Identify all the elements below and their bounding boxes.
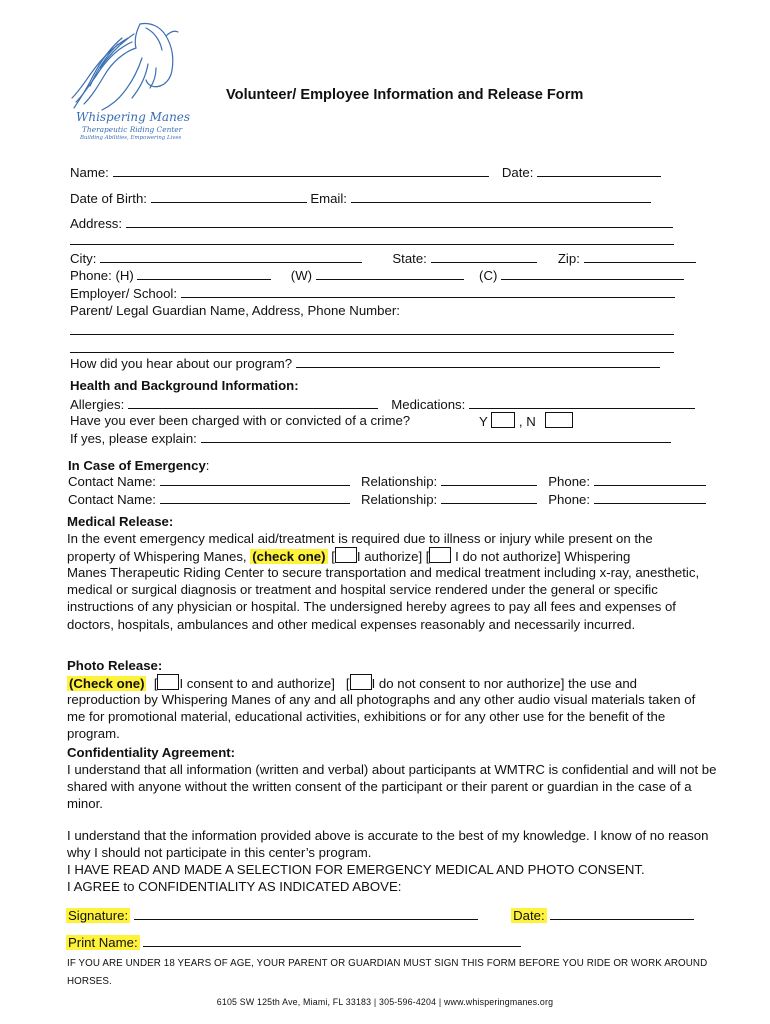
logo-subtitle: Therapeutic Riding Center <box>82 125 183 134</box>
acknowledge-confidentiality: I AGREE to CONFIDENTIALITY AS INDICATED ABOVE: <box>67 879 402 894</box>
form-title: Volunteer/ Employee Information and Release Form <box>226 87 584 103</box>
phone-cell-label: (C) <box>479 268 498 283</box>
hear-label: How did you hear about our program? <box>70 356 293 371</box>
acknowledge-medical-photo: I HAVE READ AND MADE A SELECTION FOR EMERGENCY MEDICAL AND PHOTO CONSENT. <box>67 862 645 877</box>
email-field[interactable] <box>351 189 651 203</box>
photo-check-one: (Check one) <box>69 676 145 691</box>
print-name-row <box>66 933 521 951</box>
horse-head-logo-icon <box>62 18 182 118</box>
allergies-field[interactable] <box>128 395 378 409</box>
photo-consent-checkbox[interactable] <box>157 674 179 690</box>
crime-question: Have you ever been charged with or convicted of a crime? <box>70 413 411 428</box>
employer-row <box>70 284 675 302</box>
no-label: , N <box>518 414 536 429</box>
relationship-field-1[interactable] <box>441 472 537 486</box>
emergency-contact-1 <box>68 472 706 490</box>
guardian-line-1[interactable] <box>70 321 674 335</box>
emergency-colon: : <box>205 458 210 473</box>
confidentiality-heading: Confidentiality Agreement: <box>67 745 236 760</box>
zip-label: Zip: <box>557 251 580 266</box>
employer-field[interactable] <box>181 284 675 298</box>
logo-name: Whispering Manes <box>76 110 191 124</box>
address-label: Address: <box>70 216 123 231</box>
guardian-label: Parent/ Legal Guardian Name, Address, Phone Number: <box>70 303 400 318</box>
medications-label: Medications: <box>391 397 466 412</box>
confidentiality-text: I understand that all information (written and verbal) about participants at WMTRC is confidential and will not be shared with anyone without the written consent of the participant or their parent or guardian in the case of a minor. <box>67 762 717 812</box>
address-line-2[interactable] <box>70 231 674 245</box>
phone-cell-field[interactable] <box>501 266 684 280</box>
medical-text: Manes Therapeutic Riding Center to secure transportation and medical treatment including x-ray, anesthetic, medical or surgical diagnosis or treatment and hospital service rendered under the general or specific instructions of any physician or hospital. The undersigned hereby agrees to pay all fees and expenses of doctors, hospitals, ambulances and other medical expenses reasonably and necessarily incurred. <box>67 565 700 632</box>
name-field[interactable] <box>113 163 489 177</box>
date-label: Date: <box>501 165 534 180</box>
crime-answers <box>479 412 573 430</box>
photo-text: reproduction by Whispering Manes of any and all photographs and any other audio visual materials taken of me for promotional material, educational activities, exhibitions or for any other use for the benefit of the program. <box>67 692 696 742</box>
phone-work-field[interactable] <box>316 266 464 280</box>
signature-date-label: Date: <box>513 908 545 923</box>
address-field[interactable] <box>126 214 673 228</box>
medical-line-2: property of Whispering Manes, (check one) [ I authorize] [ I do not authorize] Whispering <box>67 549 631 564</box>
medical-line-1: In the event emergency medical aid/treatment is required due to illness or injury while present on the <box>67 531 653 546</box>
dob-row <box>70 189 651 207</box>
date-field[interactable] <box>537 163 661 177</box>
logo <box>62 18 191 148</box>
health-heading: Health and Background Information: <box>70 378 299 393</box>
state-label: State: <box>392 251 427 266</box>
age-notice: IF YOU ARE UNDER 18 YEARS OF AGE, YOUR PARENT OR GUARDIAN MUST SIGN THIS FORM BEFORE YOU RIDE OR WORK AROUND HORSES. <box>67 958 708 987</box>
city-row <box>70 249 696 267</box>
employer-label: Employer/ School: <box>70 286 178 301</box>
contact-phone-label: Phone: <box>548 474 591 489</box>
photo-no-consent-label: I do not consent to nor authorize] the use and <box>371 676 637 691</box>
hear-field[interactable] <box>296 354 660 368</box>
contact-name-label: Contact Name: <box>68 492 156 507</box>
contact-name-field-2[interactable] <box>160 490 350 504</box>
photo-consent-label: I consent to and authorize] <box>179 676 335 691</box>
acknowledge-text: I understand that the information provided above is accurate to the best of my knowledge. I know of no reason why I should not participate in this center’s program. <box>67 828 709 861</box>
zip-field[interactable] <box>584 249 696 263</box>
name-row <box>70 163 661 181</box>
hear-row <box>70 354 660 372</box>
explain-row <box>70 429 671 447</box>
medical-authorize-checkbox[interactable] <box>335 547 357 563</box>
footer-contact: 6105 SW 125th Ave, Miami, FL 33183 | 305-596-4204 | www.whisperingmanes.org <box>216 997 554 1007</box>
medical-not-authorize-checkbox[interactable] <box>429 547 451 563</box>
signature-row <box>66 906 694 924</box>
address-row <box>70 214 673 232</box>
print-name-field[interactable] <box>143 933 521 947</box>
photo-no-consent-checkbox[interactable] <box>350 674 372 690</box>
contact-name-field-1[interactable] <box>160 472 350 486</box>
contact-phone-field-1[interactable] <box>594 472 706 486</box>
medical-authorize-label: I authorize] [ <box>356 549 430 564</box>
photo-options: (Check one) [ I consent to and authorize] [ I do not consent to nor authorize] the use and <box>69 676 637 691</box>
phone-home-field[interactable] <box>137 266 271 280</box>
emergency-contact-2 <box>68 490 706 508</box>
city-label: City: <box>70 251 97 266</box>
phone-home-label: Phone: (H) <box>70 268 134 283</box>
explain-field[interactable] <box>201 429 671 443</box>
city-field[interactable] <box>100 249 362 263</box>
guardian-line-2[interactable] <box>70 339 674 353</box>
state-field[interactable] <box>431 249 537 263</box>
allergies-row <box>70 395 695 413</box>
no-checkbox[interactable] <box>545 412 573 428</box>
signature-field[interactable] <box>134 906 478 920</box>
dob-label: Date of Birth: <box>70 191 147 206</box>
medical-check-one: (check one) <box>252 549 326 564</box>
yes-checkbox[interactable] <box>491 412 515 428</box>
signature-label: Signature: <box>68 908 129 923</box>
yes-label: Y <box>479 414 488 429</box>
medical-property-text: property of Whispering Manes, <box>67 549 247 564</box>
dob-field[interactable] <box>151 189 307 203</box>
contact-name-label: Contact Name: <box>68 474 156 489</box>
medical-not-authorize-label: I do not authorize] Whispering <box>455 549 631 564</box>
medical-heading: Medical Release: <box>67 514 174 529</box>
phone-row <box>70 266 684 284</box>
logo-tagline: Building Abilities, Empowering Lives <box>80 135 182 141</box>
relationship-label: Relationship: <box>360 474 438 489</box>
print-name-label: Print Name: <box>68 935 138 950</box>
photo-heading: Photo Release: <box>67 658 163 673</box>
signature-date-field[interactable] <box>550 906 694 920</box>
phone-work-label: (W) <box>290 268 313 283</box>
email-label: Email: <box>310 191 347 206</box>
medications-field[interactable] <box>469 395 695 409</box>
relationship-field-2[interactable] <box>441 490 537 504</box>
contact-phone-label: Phone: <box>548 492 591 507</box>
contact-phone-field-2[interactable] <box>594 490 706 504</box>
explain-label: If yes, please explain: <box>70 431 197 446</box>
emergency-heading-text: In Case of Emergency <box>68 458 206 473</box>
name-label: Name: <box>70 165 109 180</box>
relationship-label: Relationship: <box>360 492 438 507</box>
allergies-label: Allergies: <box>70 397 125 412</box>
